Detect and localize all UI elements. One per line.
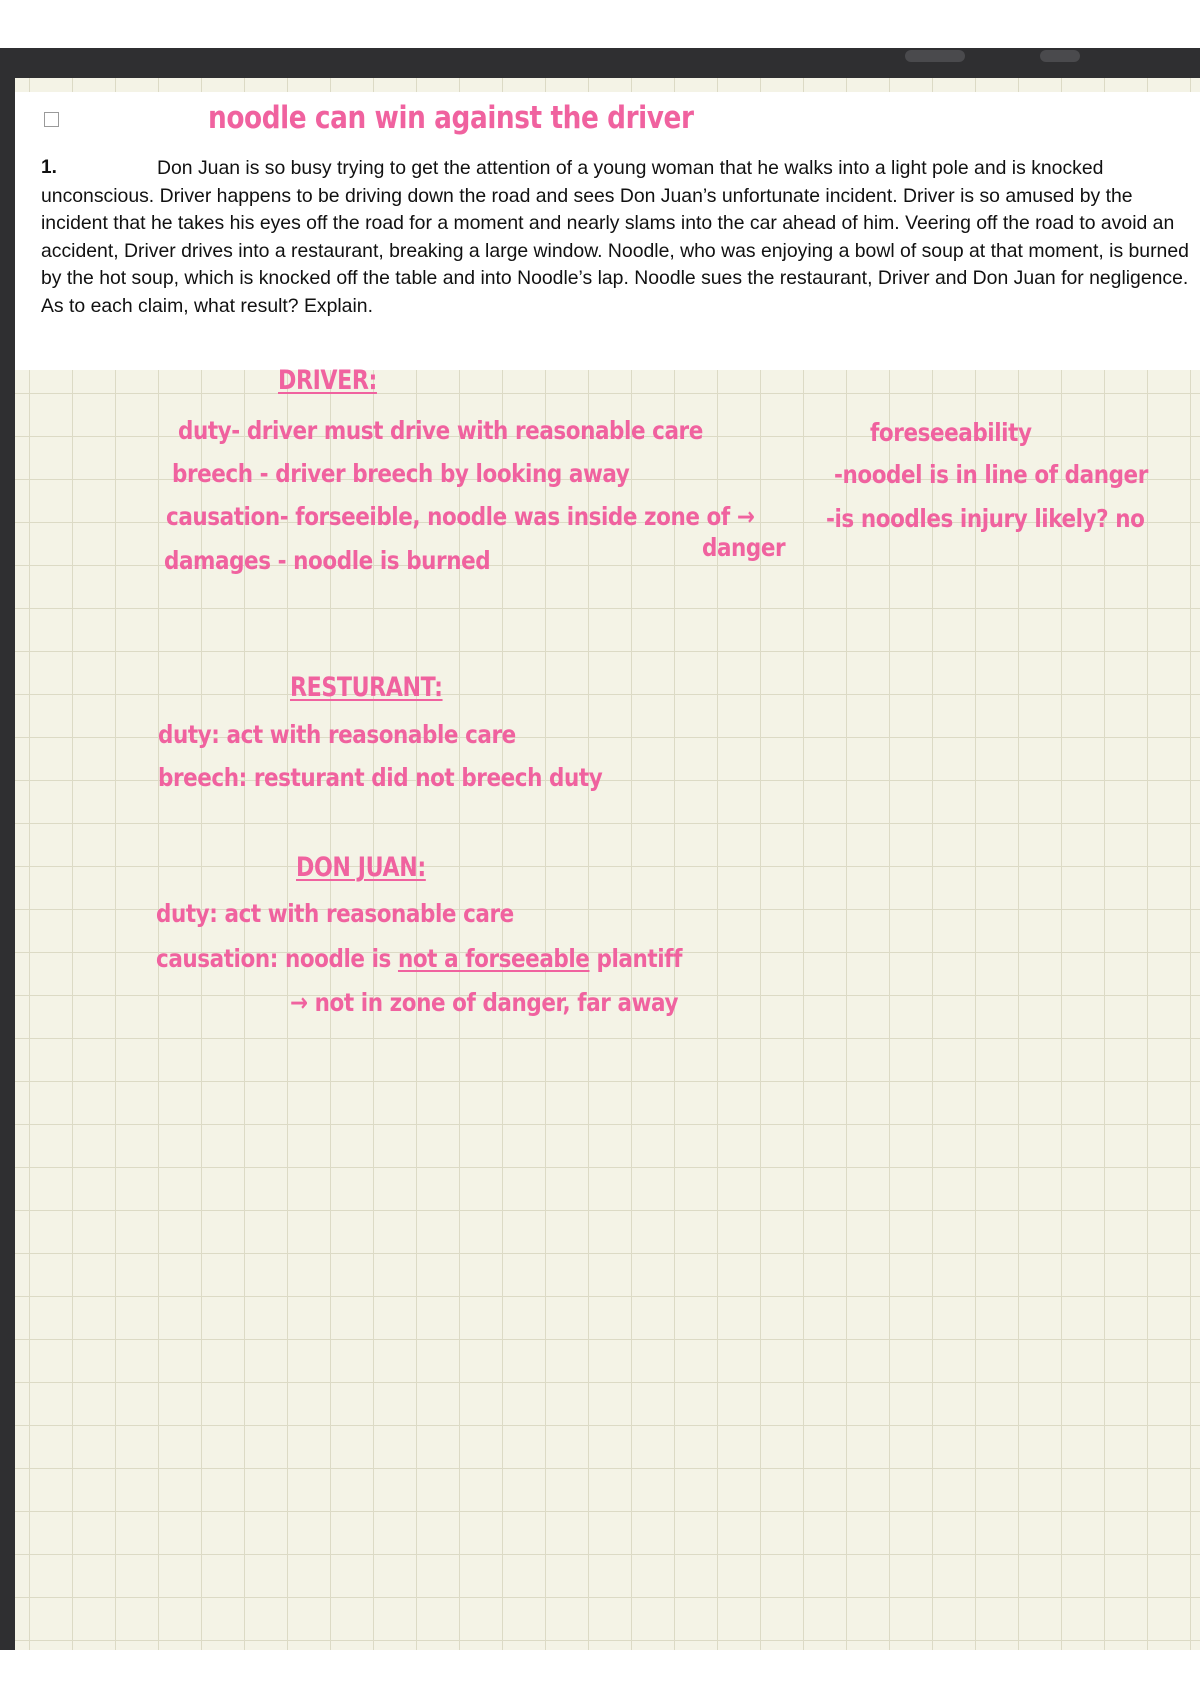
don-juan-heading: DON JUAN: (296, 852, 426, 883)
driver-breach: breech - driver breech by looking away (172, 459, 630, 488)
restaurant-heading: RESTURANT: (290, 672, 443, 703)
don-juan-causation (156, 944, 682, 973)
question-number: 1. (41, 157, 57, 178)
foreseeability-heading: foreseeability (870, 418, 1032, 447)
driver-heading: DRIVER: (278, 365, 377, 396)
don-juan-detail-text: not in zone of danger, far away (314, 988, 679, 1017)
restaurant-breach: breech: resturant did not breech duty (158, 763, 603, 792)
driver-damages: damages - noodle is burned (164, 546, 491, 575)
arrow-icon: → (736, 502, 755, 531)
don-juan-detail (290, 988, 678, 1017)
foreseeability-line-2: -is noodles injury likely? no (826, 504, 1145, 533)
don-juan-causation-underlined: not a forseeable (397, 944, 590, 973)
toolbar-button[interactable] (1040, 50, 1080, 62)
checkbox[interactable] (44, 112, 59, 127)
left-edge (0, 78, 15, 1650)
foreseeability-line-1: -noodel is in line of danger (834, 460, 1148, 489)
don-juan-duty: duty: act with reasonable care (156, 899, 514, 928)
driver-causation (166, 502, 754, 531)
driver-duty: duty- driver must drive with reasonable care (178, 416, 703, 445)
driver-causation-text: causation- forseeible, noodle was inside zone of (166, 502, 730, 531)
driver-danger: danger (702, 533, 786, 562)
question-text: Don Juan is so busy trying to get the attention of a young woman that he walks into a light pole and is knocked unconscious. Driver happens to be driving down the road and sees Don Juan’s unfortunate incident. Driver is so amused by the incident that he takes his eyes off the road for a moment and nearly slams into the car ahead of him. Veering off the road to avoid an accident, Driver drives into a restaurant, breaking a large window. Noodle, who was enjoying a bowl of soup at that moment, is burned by the hot soup, which is knocked off the table and into Noodle’s lap. Noodle sues the restaurant, Driver and Don Juan for negligence. As to each claim, what result? Explain. (41, 157, 1189, 317)
handwritten-title: noodle can win against the driver (208, 100, 694, 136)
top-toolbar (0, 48, 1200, 78)
restaurant-duty: duty: act with reasonable care (158, 720, 516, 749)
don-juan-causation-prefix: causation: noodle is (156, 944, 398, 973)
toolbar-button[interactable] (905, 50, 965, 62)
don-juan-causation-suffix: plantiff (589, 944, 683, 973)
arrow-icon: → (290, 988, 308, 1017)
